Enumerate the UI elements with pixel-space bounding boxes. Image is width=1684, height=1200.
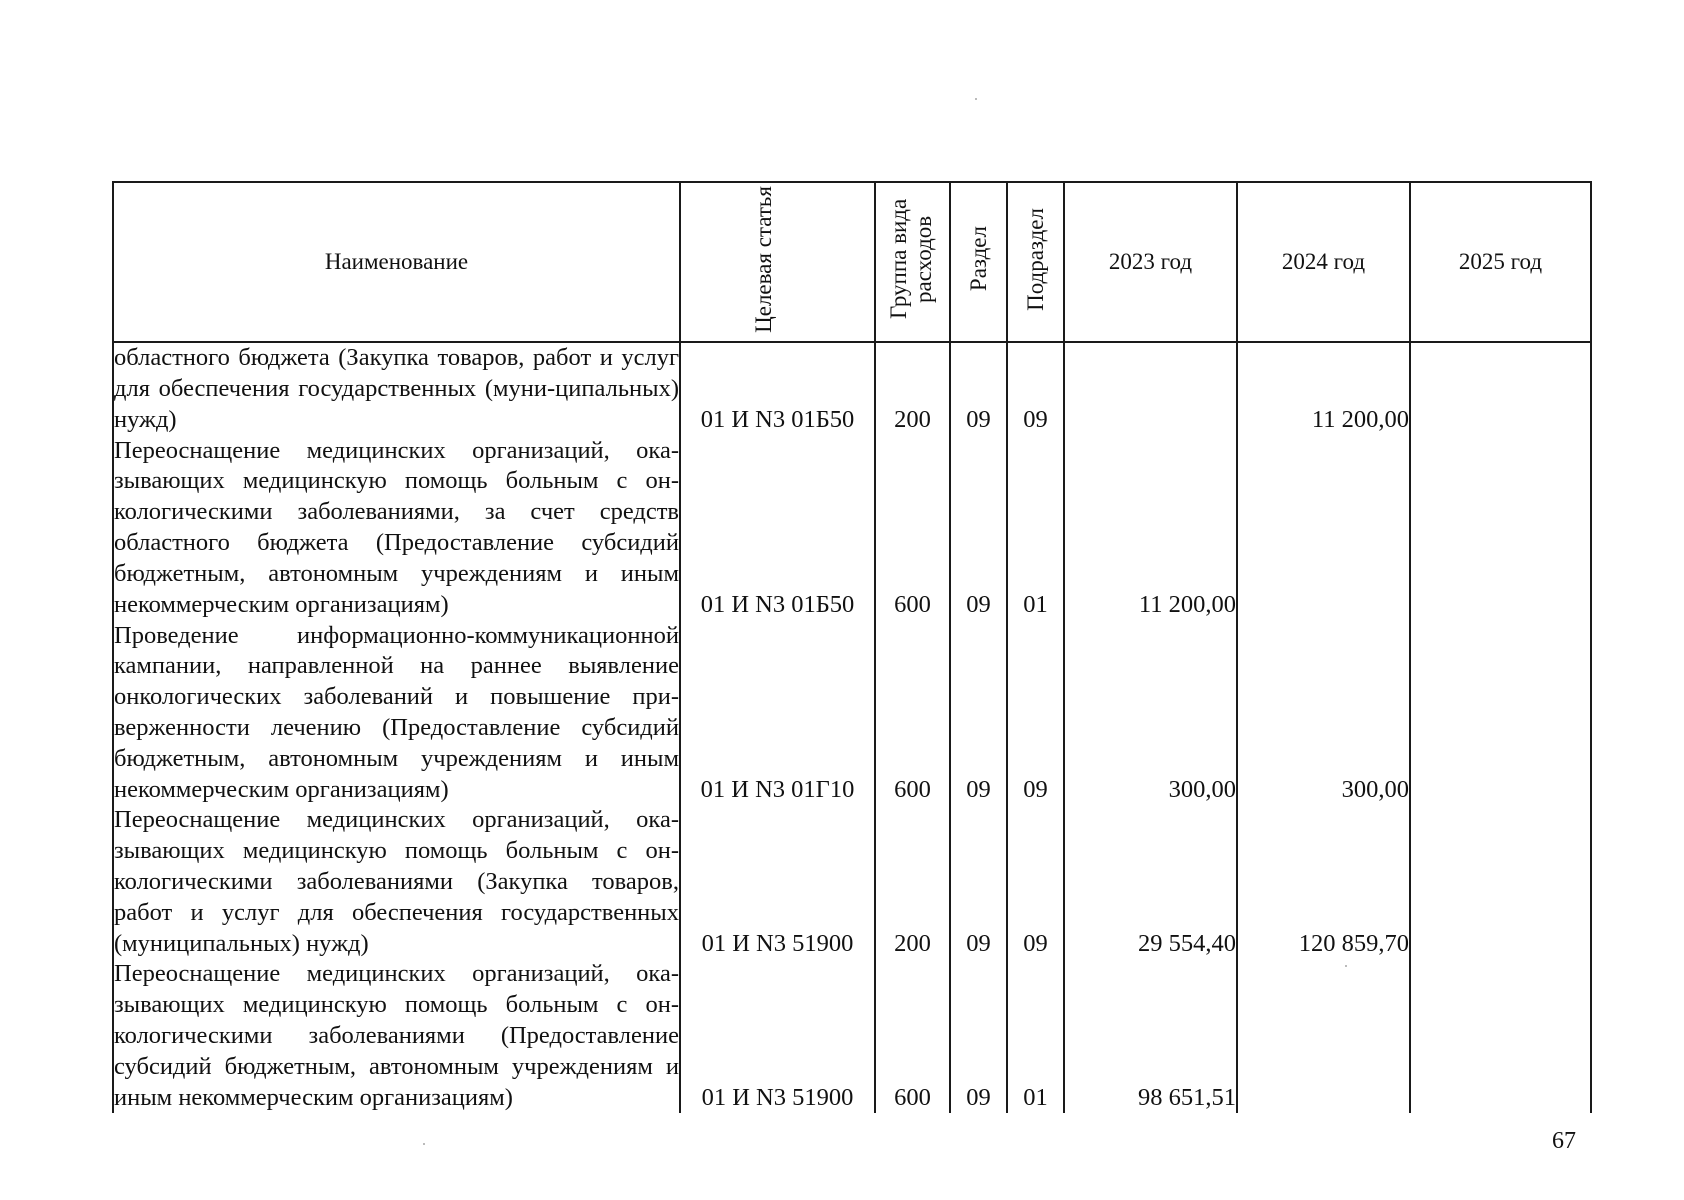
row-target-article: 01 И N3 51900: [680, 805, 875, 959]
row-expense-group: 600: [875, 959, 950, 1113]
row-section: 09: [950, 342, 1007, 435]
table-row: [113, 620, 1591, 805]
row-2023: 29 554,40: [1064, 805, 1237, 959]
scan-speck: [423, 1143, 425, 1145]
row-2024: 11 200,00: [1237, 342, 1410, 435]
header-2023: 2023 год: [1064, 182, 1237, 342]
row-expense-group: 200: [875, 342, 950, 435]
row-2024: 120 859,70: [1237, 805, 1410, 959]
table-row: [113, 435, 1591, 620]
row-section: 09: [950, 435, 1007, 620]
row-target-article: 01 И N3 01Г10: [680, 620, 875, 805]
table-body: [113, 342, 1591, 1113]
header-2025: 2025 год: [1410, 182, 1591, 342]
row-subsection: 09: [1007, 342, 1064, 435]
header-target-article: Целевая статья: [680, 182, 875, 342]
row-section: 09: [950, 805, 1007, 959]
row-2023: 98 651,51: [1064, 959, 1237, 1113]
scan-speck: [975, 98, 977, 100]
table-row: [113, 805, 1591, 959]
row-2023: 300,00: [1064, 620, 1237, 805]
row-2025: [1410, 959, 1591, 1113]
row-name: Переоснащение медицинских организаций, ока-зывающих медицинскую помощь больным с он-кологическими заболеваниями, за счет средств областного бюджета (Предоставление субсидий бюджетным, автономным учреждениям и иным некоммерческим организациям): [113, 435, 680, 620]
row-section: 09: [950, 620, 1007, 805]
row-2024: [1237, 959, 1410, 1113]
row-2024: 300,00: [1237, 620, 1410, 805]
row-name: Переоснащение медицинских организаций, ока-зывающих медицинскую помощь больным с он-кологическими заболеваниями (Закупка товаров, работ и услуг для обеспечения государственных (муниципальных) нужд): [113, 805, 680, 959]
table-header: [113, 182, 1591, 342]
table-row: [113, 342, 1591, 435]
scan-speck: [1345, 965, 1347, 967]
row-expense-group: 200: [875, 805, 950, 959]
row-2025: [1410, 805, 1591, 959]
row-expense-group: 600: [875, 620, 950, 805]
page-number: 67: [1552, 1128, 1576, 1154]
row-subsection: 01: [1007, 435, 1064, 620]
row-2025: [1410, 435, 1591, 620]
header-row: [113, 182, 1591, 342]
header-name: Наименование: [113, 182, 680, 342]
row-target-article: 01 И N3 01Б50: [680, 342, 875, 435]
row-2025: [1410, 342, 1591, 435]
row-2023: [1064, 342, 1237, 435]
row-target-article: 01 И N3 51900: [680, 959, 875, 1113]
header-2024: 2024 год: [1237, 182, 1410, 342]
row-name: Переоснащение медицинских организаций, ока-зывающих медицинскую помощь больным с он-кологическими заболеваниями (Предоставление субсидий бюджетным, автономным учреждениям и иным некоммерческим организациям): [113, 959, 680, 1113]
row-name: областного бюджета (Закупка товаров, работ и услуг для обеспечения государственных (муни-ципальных) нужд): [113, 342, 680, 435]
header-expense-group: Группа вида расходов: [875, 182, 950, 342]
header-subsection: Подраздел: [1007, 182, 1064, 342]
row-2023: 11 200,00: [1064, 435, 1237, 620]
row-section: 09: [950, 959, 1007, 1113]
row-name: Проведение информационно-коммуникационной кампании, направленной на раннее выявление онкологических заболеваний и повышение при-верженности лечению (Предоставление субсидий бюджетным, автономным учреждениям и иным некоммерческим организациям): [113, 620, 680, 805]
row-subsection: 09: [1007, 620, 1064, 805]
row-2025: [1410, 620, 1591, 805]
table-row: [113, 959, 1591, 1113]
header-section: Раздел: [950, 182, 1007, 342]
budget-table-container: [112, 181, 1590, 1113]
row-target-article: 01 И N3 01Б50: [680, 435, 875, 620]
row-subsection: 01: [1007, 959, 1064, 1113]
row-2024: [1237, 435, 1410, 620]
budget-table: [112, 181, 1592, 1113]
row-subsection: 09: [1007, 805, 1064, 959]
row-expense-group: 600: [875, 435, 950, 620]
